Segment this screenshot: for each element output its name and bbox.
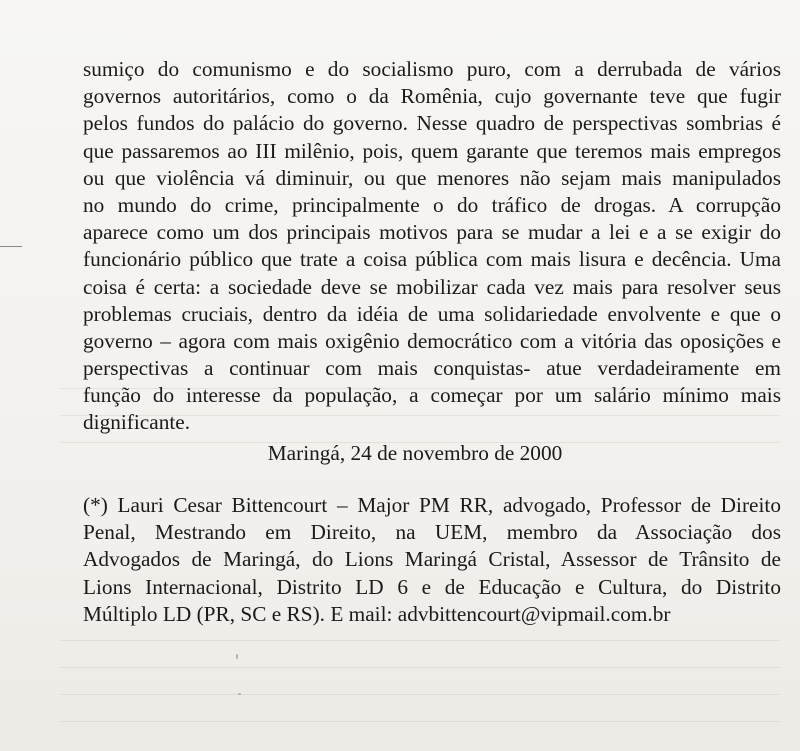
show-through-line [60,694,780,695]
body-line: que passaremos ao III milênio, pois, quem garante que teremos mais empregos [83,138,781,163]
body-line: problemas cruciais, dentro da idéia de uma solidariedade envolvente e que o [83,301,781,326]
body-line: perspectivas a continuar com mais conquistas- atue verdadeiramente em [83,356,781,381]
body-line: governo – agora com mais oxigênio democrático com a vitória das oposições e [83,328,781,353]
show-through-line [60,640,780,641]
date-line: Maringá, 24 de novembro de 2000 [267,441,563,465]
body-line: ou que violência vá diminuir, ou que menores não sejam mais manipulados [83,165,781,190]
body-line: no mundo do crime, principalmente o do tráfico de drogas. A corrupção [83,192,781,217]
body-paragraph [83,56,781,437]
body-line: sumiço do comunismo e do socialismo puro, com a derrubada de vários [83,57,781,81]
footnote-line: Múltiplo LD (PR, SC e RS). E mail: advbittencourt@vipmail.com.br [83,601,671,626]
margin-mark [0,246,22,247]
body-line: funcionário público que trate a coisa pública com mais lisura e decência. Uma [83,247,781,272]
show-through-line [60,667,780,668]
show-through-line [60,721,780,722]
author-footnote [83,492,781,628]
body-line: governos autoritários, como o da Romênia, cujo governante teve que fugir [83,84,781,109]
body-line: coisa é certa: a sociedade deve se mobilizar cada vez mais para resolver seus [83,274,781,299]
footnote-line: (*) Lauri Cesar Bittencourt – Major PM RR, advogado, Professor de Direito [83,493,781,517]
paper-speck [238,693,241,695]
body-line: aparece como um dos principais motivos para se mudar a lei e a se exigir do [83,220,781,245]
paper-speck [236,654,238,659]
body-line: dignificante. [83,410,191,435]
footnote-line: Advogados de Maringá, do Lions Maringá Cristal, Assessor de Trânsito de [83,547,781,572]
footnote-line: Penal, Mestrando em Direito, na UEM, membro da Associação dos [83,520,781,545]
body-line: pelos fundos do palácio do governo. Nesse quadro de perspectivas sombrias é [83,111,781,136]
footnote-line: Lions Internacional, Distrito LD 6 e de Educação e Cultura, do Distrito [83,574,781,599]
body-line: função do interesse da população, a começar por um salário mínimo mais [83,383,781,408]
